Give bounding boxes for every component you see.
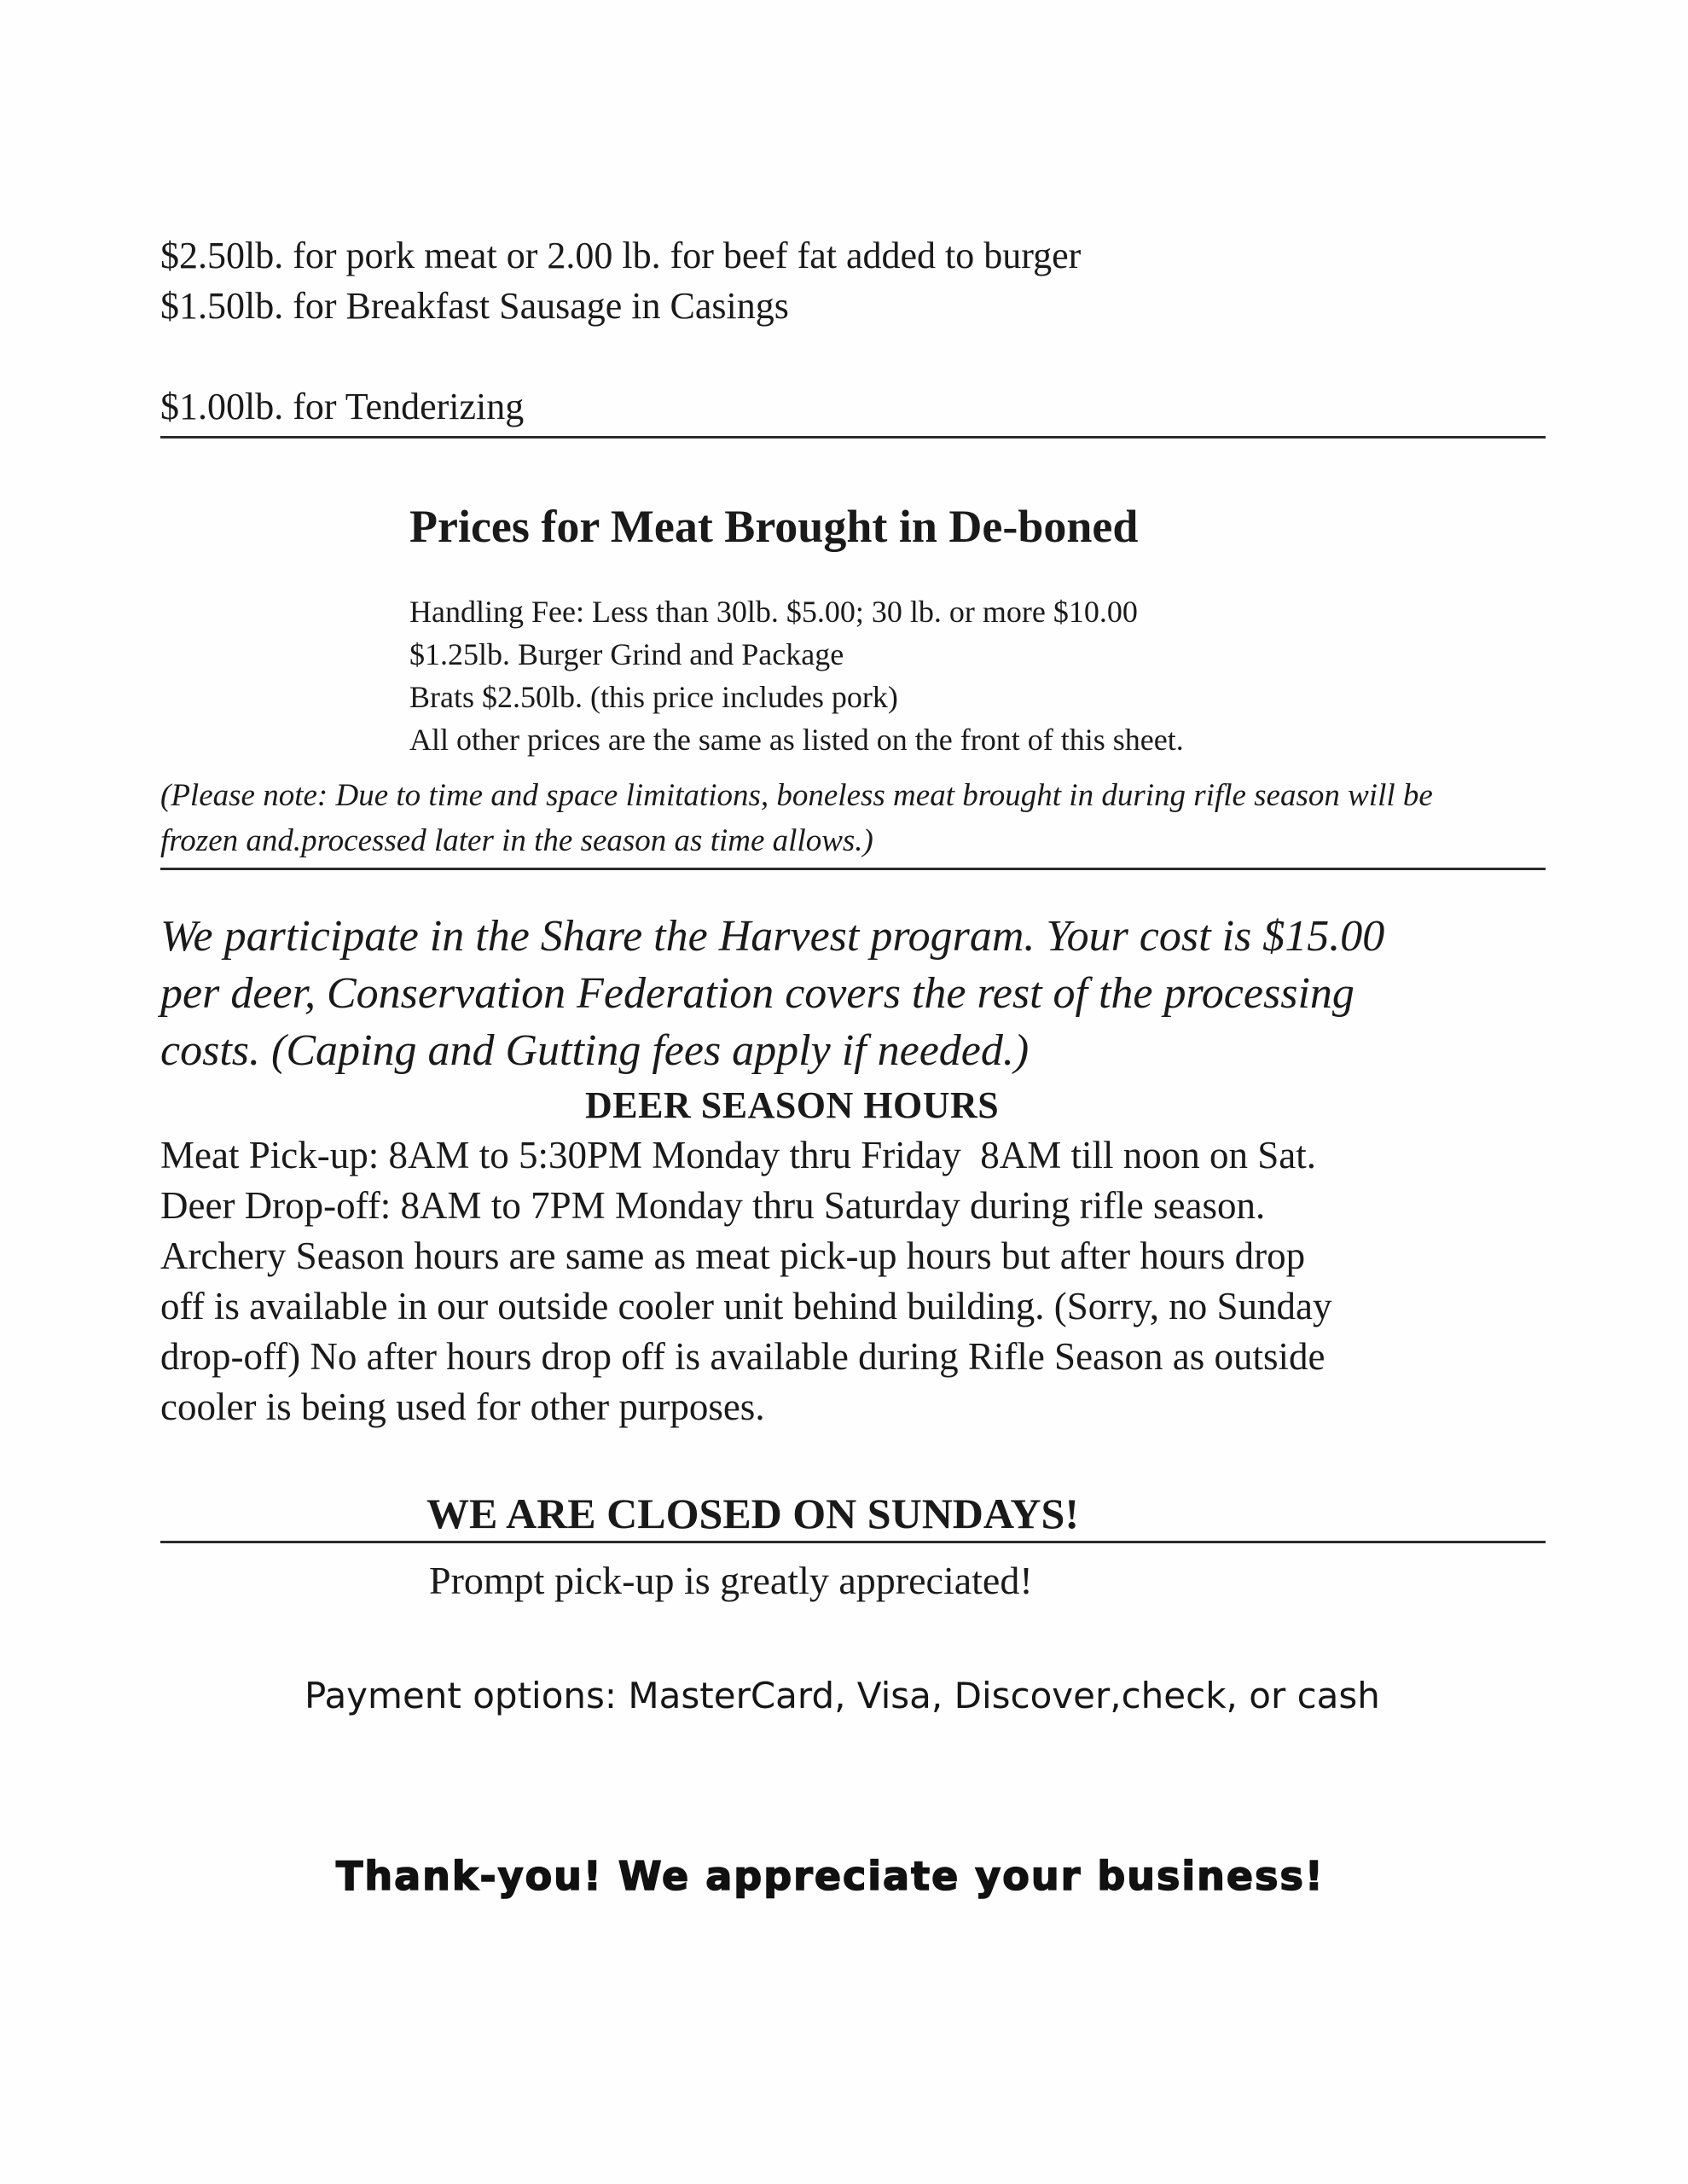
share-harvest-line-2: per deer, Conservation Federation covers the rest of the processing bbox=[160, 969, 1354, 1018]
deboned-line-brats: Brats $2.50lb. (this price includes pork) bbox=[409, 680, 898, 714]
hours-line-archery-3: drop-off) No after hours drop off is available during Rifle Season as outside bbox=[160, 1335, 1325, 1378]
deboned-section-heading: Prices for Meat Brought in De-boned bbox=[409, 501, 1139, 552]
deboned-line-handling-fee: Handling Fee: Less than 30lb. $5.00; 30 lb. or more $10.00 bbox=[409, 595, 1138, 629]
share-harvest-line-1: We participate in the Share the Harvest program. Your cost is $15.00 bbox=[160, 912, 1385, 961]
note-line-2: frozen and.processed later in the season as time allows.) bbox=[160, 823, 873, 858]
closed-sundays-heading: WE ARE CLOSED ON SUNDAYS! bbox=[426, 1490, 1079, 1537]
horizontal-divider-bottom bbox=[160, 1541, 1546, 1543]
deboned-line-other-prices: All other prices are the same as listed on the front of this sheet. bbox=[409, 723, 1184, 757]
hours-line-deer-dropoff: Deer Drop-off: 8AM to 7PM Monday thru Saturday during rifle season. bbox=[160, 1184, 1266, 1227]
note-line-1: (Please note: Due to time and space limitations, boneless meat brought in during rifle season will be bbox=[160, 778, 1433, 813]
horizontal-divider-middle bbox=[160, 868, 1546, 870]
prompt-pickup-line: Prompt pick-up is greatly appreciated! bbox=[429, 1559, 1033, 1602]
price-line-pork-beef-fat: $2.50lb. for pork meat or 2.00 lb. for beef fat added to burger bbox=[160, 235, 1082, 276]
hours-line-archery-1: Archery Season hours are same as meat pick-up hours but after hours drop bbox=[160, 1234, 1306, 1277]
hours-line-meat-pickup: Meat Pick-up: 8AM to 5:30PM Monday thru Friday 8AM till noon on Sat. bbox=[160, 1134, 1316, 1176]
horizontal-divider-top bbox=[160, 436, 1546, 439]
deer-season-hours-heading: DEER SEASON HOURS bbox=[585, 1084, 1000, 1126]
deboned-line-burger-grind: $1.25lb. Burger Grind and Package bbox=[409, 637, 844, 671]
share-the-harvest-paragraph bbox=[160, 908, 1546, 1079]
price-line-tenderizing-block bbox=[160, 381, 1546, 432]
hours-line-archery-2: off is available in our outside cooler unit behind building. (Sorry, no Sunday bbox=[160, 1285, 1332, 1327]
thank-you-line: Thank-you! We appreciate your business! bbox=[336, 1853, 1325, 1899]
deer-season-hours-body bbox=[160, 1130, 1546, 1432]
deboned-price-list bbox=[409, 590, 1546, 761]
hours-line-archery-4: cooler is being used for other purposes. bbox=[160, 1385, 765, 1428]
deboned-section bbox=[409, 498, 1546, 761]
share-harvest-line-3: costs. (Caping and Gutting fees apply if needed.) bbox=[160, 1026, 1030, 1075]
price-line-breakfast-sausage: $1.50lb. for Breakfast Sausage in Casings bbox=[160, 285, 789, 327]
rifle-season-note bbox=[160, 773, 1546, 863]
payment-options-line: Payment options: MasterCard, Visa, Discover,check, or cash bbox=[305, 1675, 1380, 1716]
price-line-tenderizing: $1.00lb. for Tenderizing bbox=[160, 386, 525, 427]
addon-prices-block bbox=[160, 0, 1546, 331]
